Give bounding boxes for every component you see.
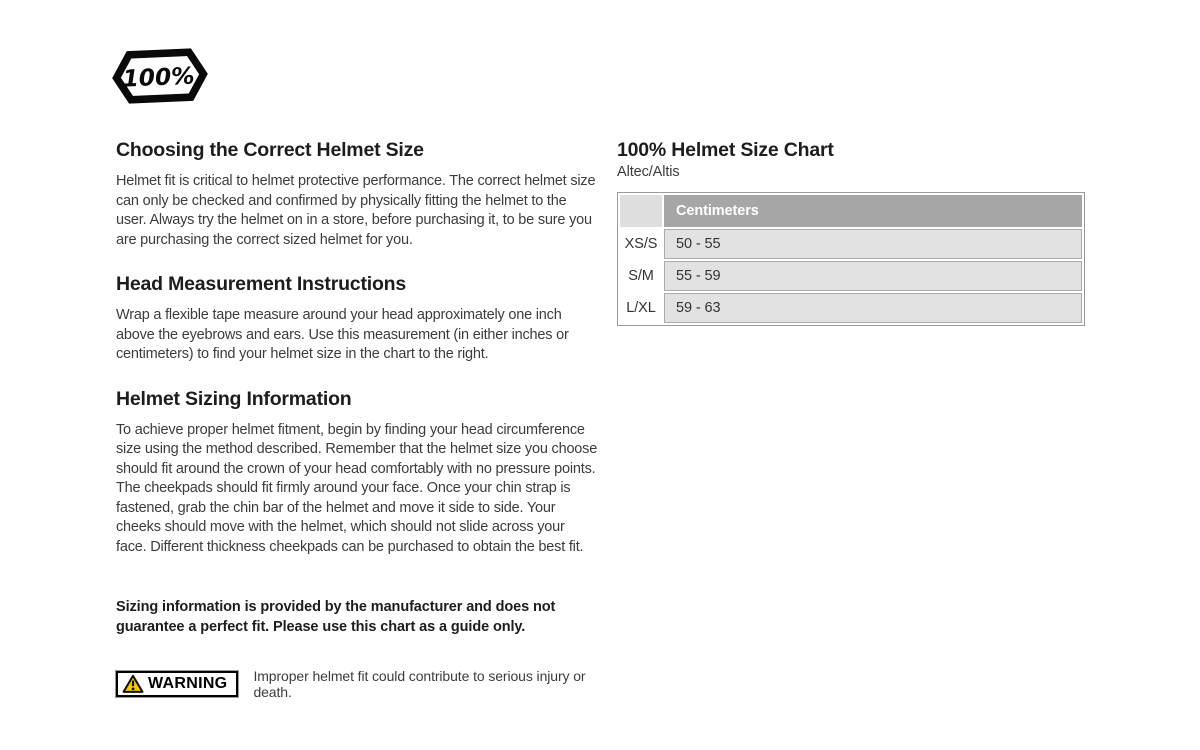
logo-text: 100% xyxy=(122,62,196,93)
size-chart-title: 100% Helmet Size Chart xyxy=(617,139,834,161)
brand-logo-100-percent xyxy=(112,46,208,106)
table-corner-cell xyxy=(620,195,662,227)
size-label-cell: XS/S xyxy=(620,229,662,259)
size-chart-column xyxy=(617,138,1085,326)
section-heading-head-measurement: Head Measurement Instructions xyxy=(116,273,407,295)
section-heading-choosing-size: Choosing the Correct Helmet Size xyxy=(116,139,424,161)
centimeters-value-cell: 50 - 55 xyxy=(664,229,1082,259)
size-label-cell: S/M xyxy=(620,261,662,291)
centimeters-value-cell: 59 - 63 xyxy=(664,293,1082,323)
sizing-guide-text-column xyxy=(116,138,598,700)
helmet-size-table xyxy=(617,192,1085,326)
centimeters-value-cell: 55 - 59 xyxy=(664,261,1082,291)
size-label-cell: L/XL xyxy=(620,293,662,323)
size-chart-model-name: Altec/Altis xyxy=(617,164,680,180)
warning-badge xyxy=(116,671,238,697)
table-row xyxy=(620,229,1082,259)
table-row xyxy=(620,293,1082,323)
table-header-row xyxy=(620,195,1082,227)
warning-label: WARNING xyxy=(148,675,228,692)
section-heading-sizing-information: Helmet Sizing Information xyxy=(116,387,352,410)
warning-row xyxy=(116,668,598,700)
table-row xyxy=(620,261,1082,291)
section-body-choosing-size: Helmet fit is critical to helmet protective performance. The correct helmet size can only be checked and confirmed by physically fitting the helmet to the user. Always try the helmet on in a store, before purchasing it, to be sure you are purchasing the correct sized helmet for you. xyxy=(116,173,596,248)
warning-text: Improper helmet fit could contribute to serious injury or death. xyxy=(253,668,586,700)
table-header-centimeters: Centimeters xyxy=(664,195,1082,227)
warning-triangle-icon xyxy=(122,674,144,694)
hexagon-badge-icon xyxy=(112,46,208,106)
section-body-sizing-information: To achieve proper helmet fitment, begin by finding your head circumference size using the method described. Remember that the helmet size you choose should fit around the crown of your head comfortably with no pressure points. The cheekpads should fit firmly around your face. Once your chin strap is fastened, grab the chin bar of the helmet and move it side to side. Your cheeks should move with the helmet, which should not slide across your face. Different thickness cheekpads can be purchased to obtain the best fit. xyxy=(116,421,598,555)
manufacturer-disclaimer: Sizing information is provided by the manufacturer and does not guarantee a perfect fit. Please use this chart as a guide only. xyxy=(116,599,556,635)
section-body-head-measurement: Wrap a flexible tape measure around your head approximately one inch above the eyebrows and ears. Use this measurement (in either inches or centimeters) to find your helmet size in the chart to the right. xyxy=(116,307,569,362)
